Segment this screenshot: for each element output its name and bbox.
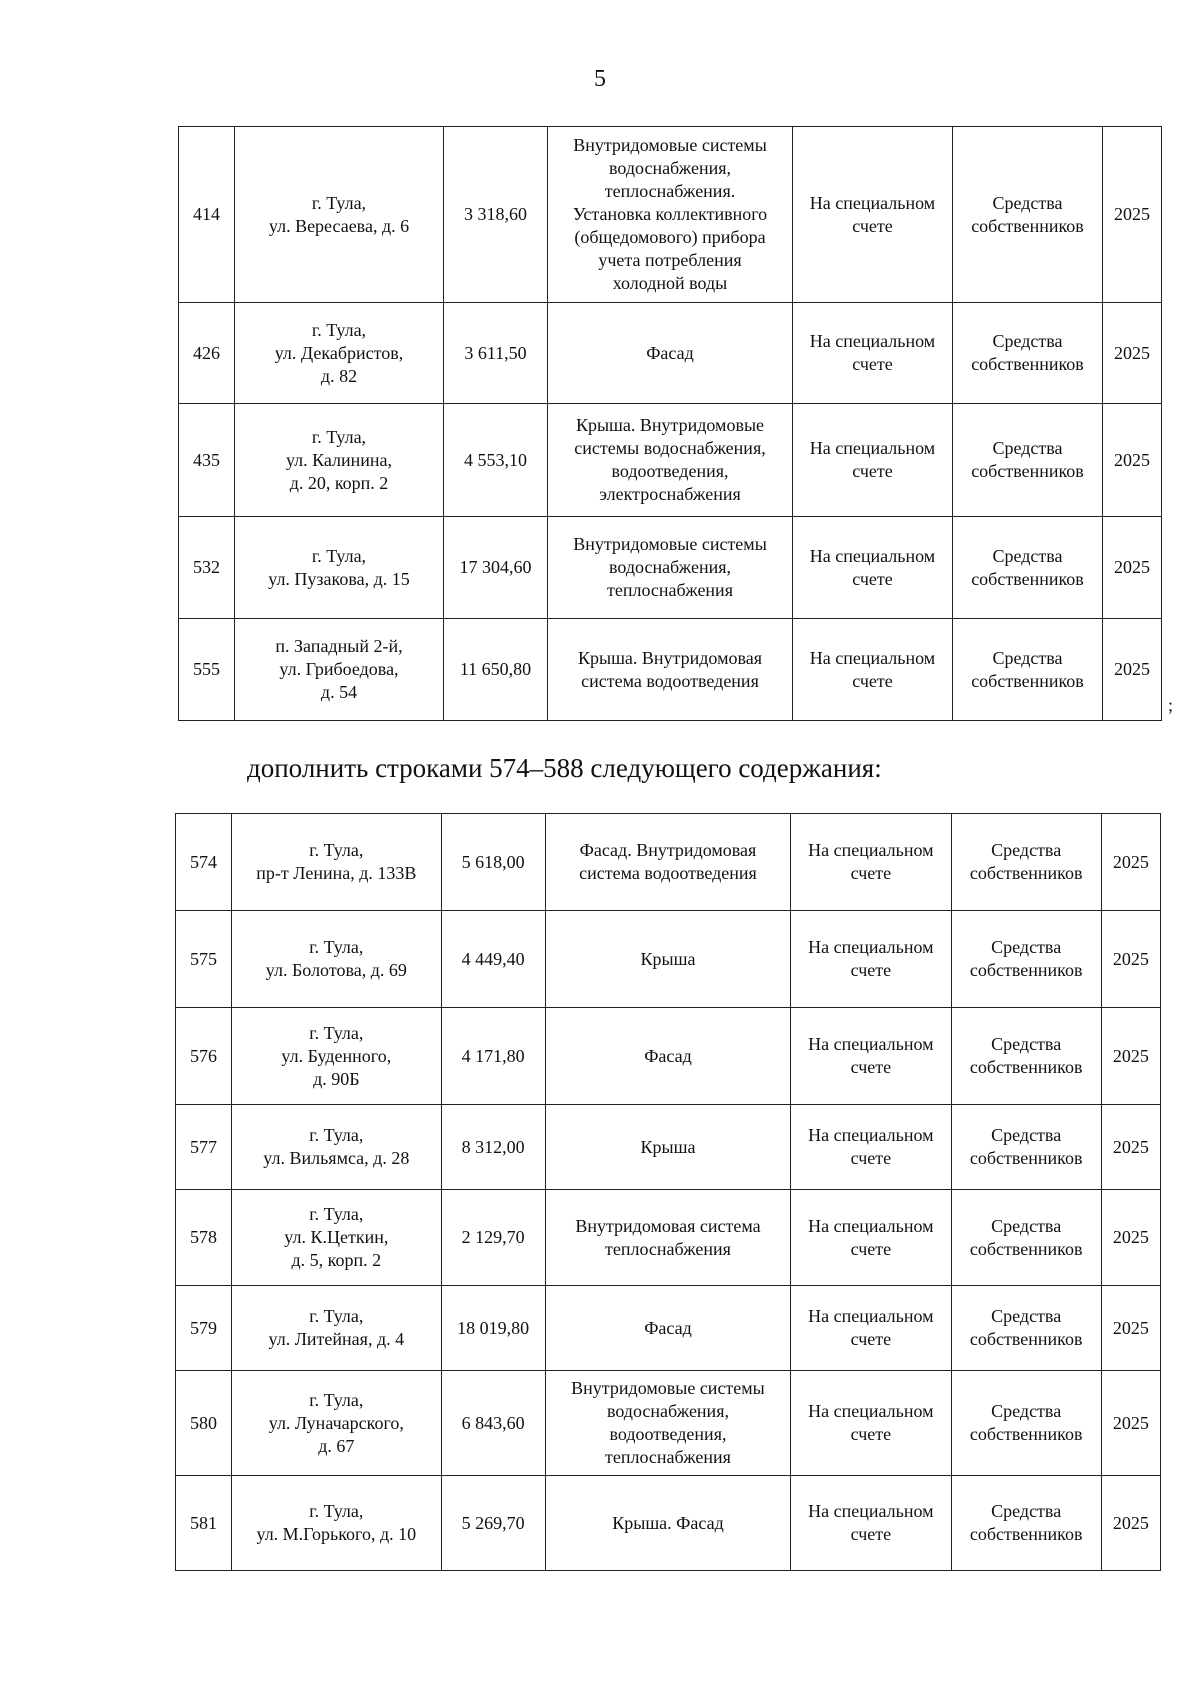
works-cell: Фасад bbox=[548, 303, 793, 404]
year-cell: 2025 bbox=[1101, 1371, 1160, 1476]
works-cell: Фасад. Внутридомовая система водоотведения bbox=[545, 814, 790, 911]
funding-cell: Средства собственников bbox=[951, 1476, 1101, 1571]
funding-cell: Средства собственников bbox=[951, 1190, 1101, 1286]
table-row bbox=[176, 911, 1161, 1008]
area-cell: 11 650,80 bbox=[444, 619, 548, 721]
year-cell: 2025 bbox=[1101, 814, 1160, 911]
address-cell: г. Тула, ул. Литейная, д. 4 bbox=[232, 1286, 441, 1371]
area-cell: 17 304,60 bbox=[444, 517, 548, 619]
row-number: 574 bbox=[176, 814, 232, 911]
address-cell: г. Тула, ул. Болотова, д. 69 bbox=[232, 911, 441, 1008]
row-number: 414 bbox=[179, 127, 235, 303]
year-cell: 2025 bbox=[1103, 404, 1162, 517]
area-cell: 4 553,10 bbox=[444, 404, 548, 517]
row-number: 578 bbox=[176, 1190, 232, 1286]
row-number: 532 bbox=[179, 517, 235, 619]
table-row bbox=[179, 127, 1162, 303]
account-cell: На специальном счете bbox=[791, 814, 951, 911]
year-cell: 2025 bbox=[1101, 1105, 1160, 1190]
row-number: 581 bbox=[176, 1476, 232, 1571]
address-cell: г. Тула, ул. Луначарского, д. 67 bbox=[232, 1371, 441, 1476]
funding-cell: Средства собственников bbox=[953, 404, 1103, 517]
account-cell: На специальном счете bbox=[791, 911, 951, 1008]
area-cell: 8 312,00 bbox=[441, 1105, 545, 1190]
works-cell: Внутридомовые системы водоснабжения, водоотведения, теплоснабжения bbox=[545, 1371, 790, 1476]
account-cell: На специальном счете bbox=[793, 404, 953, 517]
address-cell: г. Тула, ул. К.Цеткин, д. 5, корп. 2 bbox=[232, 1190, 441, 1286]
address-cell: г. Тула, ул. Декабристов, д. 82 bbox=[235, 303, 444, 404]
address-cell: п. Западный 2-й, ул. Грибоедова, д. 54 bbox=[235, 619, 444, 721]
area-cell: 18 019,80 bbox=[441, 1286, 545, 1371]
account-cell: На специальном счете bbox=[791, 1008, 951, 1105]
row-number: 426 bbox=[179, 303, 235, 404]
works-cell: Внутридомовая система теплоснабжения bbox=[545, 1190, 790, 1286]
table-row bbox=[176, 1008, 1161, 1105]
address-cell: г. Тула, ул. Вильямса, д. 28 bbox=[232, 1105, 441, 1190]
row-number: 579 bbox=[176, 1286, 232, 1371]
row-number: 577 bbox=[176, 1105, 232, 1190]
area-cell: 4 171,80 bbox=[441, 1008, 545, 1105]
area-cell: 5 269,70 bbox=[441, 1476, 545, 1571]
works-cell: Внутридомовые системы водоснабжения, теплоснабжения. Установка коллективного (общедомового) прибора учета потребления холодной воды bbox=[548, 127, 793, 303]
area-cell: 6 843,60 bbox=[441, 1371, 545, 1476]
works-cell: Крыша. Внутридомовые системы водоснабжения, водоотведения, электроснабжения bbox=[548, 404, 793, 517]
table-row bbox=[179, 303, 1162, 404]
funding-cell: Средства собственников bbox=[951, 814, 1101, 911]
end-mark: ; bbox=[1168, 695, 1174, 715]
year-cell: 2025 bbox=[1101, 1190, 1160, 1286]
works-cell: Крыша. Внутридомовая система водоотведения bbox=[548, 619, 793, 721]
year-cell: 2025 bbox=[1101, 1476, 1160, 1571]
area-cell: 3 318,60 bbox=[444, 127, 548, 303]
account-cell: На специальном счете bbox=[791, 1371, 951, 1476]
table-row bbox=[176, 1105, 1161, 1190]
top-table bbox=[178, 126, 1162, 721]
account-cell: На специальном счете bbox=[791, 1476, 951, 1571]
address-cell: г. Тула, пр-т Ленина, д. 133В bbox=[232, 814, 441, 911]
address-cell: г. Тула, ул. Пузакова, д. 15 bbox=[235, 517, 444, 619]
funding-cell: Средства собственников bbox=[951, 1371, 1101, 1476]
account-cell: На специальном счете bbox=[793, 303, 953, 404]
table-row bbox=[176, 814, 1161, 911]
funding-cell: Средства собственников bbox=[951, 1105, 1101, 1190]
row-number: 555 bbox=[179, 619, 235, 721]
row-number: 435 bbox=[179, 404, 235, 517]
funding-cell: Средства собственников bbox=[953, 303, 1103, 404]
row-number: 575 bbox=[176, 911, 232, 1008]
address-cell: г. Тула, ул. Калинина, д. 20, корп. 2 bbox=[235, 404, 444, 517]
year-cell: 2025 bbox=[1103, 127, 1162, 303]
funding-cell: Средства собственников bbox=[951, 1008, 1101, 1105]
works-cell: Фасад bbox=[545, 1286, 790, 1371]
account-cell: На специальном счете bbox=[791, 1286, 951, 1371]
account-cell: На специальном счете bbox=[791, 1190, 951, 1286]
works-cell: Крыша bbox=[545, 1105, 790, 1190]
row-number: 580 bbox=[176, 1371, 232, 1476]
funding-cell: Средства собственников bbox=[953, 127, 1103, 303]
table-row bbox=[176, 1190, 1161, 1286]
works-cell: Фасад bbox=[545, 1008, 790, 1105]
year-cell: 2025 bbox=[1103, 619, 1162, 721]
funding-cell: Средства собственников bbox=[951, 911, 1101, 1008]
instruction-text: дополнить строками 574–588 следующего содержания: bbox=[247, 753, 882, 783]
account-cell: На специальном счете bbox=[791, 1105, 951, 1190]
funding-cell: Средства собственников bbox=[953, 517, 1103, 619]
account-cell: На специальном счете bbox=[793, 517, 953, 619]
row-number: 576 bbox=[176, 1008, 232, 1105]
works-cell: Крыша bbox=[545, 911, 790, 1008]
area-cell: 4 449,40 bbox=[441, 911, 545, 1008]
year-cell: 2025 bbox=[1101, 1286, 1160, 1371]
area-cell: 3 611,50 bbox=[444, 303, 548, 404]
bottom-table-body bbox=[176, 814, 1161, 1571]
account-cell: На специальном счете bbox=[793, 127, 953, 303]
table-row bbox=[179, 517, 1162, 619]
table-row bbox=[176, 1476, 1161, 1571]
address-cell: г. Тула, ул. М.Горького, д. 10 bbox=[232, 1476, 441, 1571]
year-cell: 2025 bbox=[1101, 1008, 1160, 1105]
table-row bbox=[176, 1371, 1161, 1476]
funding-cell: Средства собственников bbox=[953, 619, 1103, 721]
address-cell: г. Тула, ул. Вересаева, д. 6 bbox=[235, 127, 444, 303]
top-table-body bbox=[179, 127, 1162, 721]
works-cell: Внутридомовые системы водоснабжения, теплоснабжения bbox=[548, 517, 793, 619]
year-cell: 2025 bbox=[1101, 911, 1160, 1008]
year-cell: 2025 bbox=[1103, 517, 1162, 619]
table-row bbox=[176, 1286, 1161, 1371]
account-cell: На специальном счете bbox=[793, 619, 953, 721]
address-cell: г. Тула, ул. Буденного, д. 90Б bbox=[232, 1008, 441, 1105]
table-row bbox=[179, 404, 1162, 517]
bottom-table bbox=[175, 813, 1161, 1571]
works-cell: Крыша. Фасад bbox=[545, 1476, 790, 1571]
page-number: 5 bbox=[594, 66, 606, 92]
area-cell: 2 129,70 bbox=[441, 1190, 545, 1286]
funding-cell: Средства собственников bbox=[951, 1286, 1101, 1371]
table-row bbox=[179, 619, 1162, 721]
year-cell: 2025 bbox=[1103, 303, 1162, 404]
area-cell: 5 618,00 bbox=[441, 814, 545, 911]
